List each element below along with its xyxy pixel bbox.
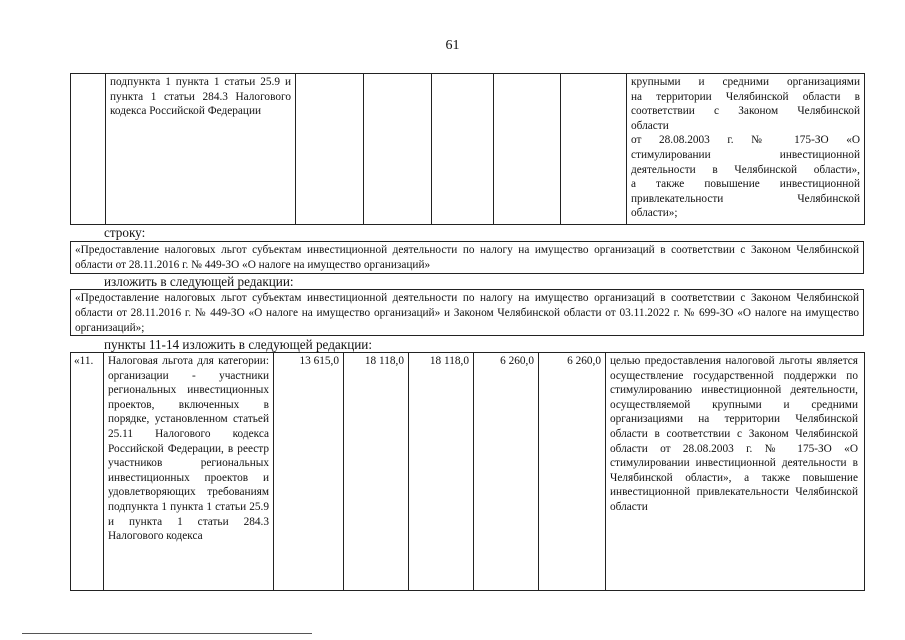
item-goal: целью предоставления налоговой льготы является осуществление государственной поддержки по стимулированию инвестиционной деятельности, осуществляемой крупными и средними организациями на территории Челябинской области в соответствии с Законом Челябинской области от 28.08.2003 г. № 175-ЗО «О стимулировании инвестиционной деятельности в Челябинской области», а также повышение инвестиционной привлекательности Челябинской области	[610, 355, 858, 513]
item-value: 18 118,0	[429, 355, 469, 367]
item-goal-cell	[606, 353, 865, 591]
top-basis-text: подпункта 1 пункта 1 статьи 25.9 и пункта 1 статьи 284.3 Налогового кодекса Российской Федерации	[110, 76, 291, 118]
goal-line: крупными и средними организациями	[631, 76, 860, 88]
goal-line: соответствии с Законом Челябинской	[631, 105, 860, 118]
goal-line: деятельности в Челябинской области»,	[631, 163, 860, 176]
item-description: Налоговая льгота для категории: организации - участники региональных инвестиционных проектов, включенных в порядке, установленном статьей 25.11 Налогового кодекса Российской Федерации, в реестр участников региональных инвестиционных проектов и удовлетворяющих требованиям подпункта 1 пункта 1 статьи 25.9 и пункта 1 статьи 284.3 Налогового кодекса	[108, 355, 269, 543]
item-value-cell-4	[474, 353, 539, 591]
item-value-cell-3	[409, 353, 474, 591]
top-number-cell	[71, 74, 106, 225]
top-value-cell-2	[364, 74, 432, 225]
goal-line: на территории Челябинской области в	[631, 90, 860, 103]
instruction-items-label: пункты 11-14 изложить в следующей редакции:	[104, 337, 373, 352]
item-value-cell-5	[539, 353, 606, 591]
old-row-box	[70, 241, 864, 274]
item-value-cell-2	[344, 353, 409, 591]
top-value-cell-1	[296, 74, 364, 225]
top-value-cell-5	[561, 74, 627, 225]
top-value-cell-3	[432, 74, 494, 225]
item-number-cell	[71, 353, 104, 591]
new-row-text: «Предоставление налоговых льгот субъектам инвестиционной деятельности по налогу на имущество организаций в соответствии с Законом Челябинской области от 28.11.2016 г. № 449-ЗО «О налоге на имущество организаций» и Законом Челябинской области от 03.11.2022 г. № 699-ЗО «О налоге на имущество организаций»;	[75, 292, 859, 335]
old-row-text: «Предоставление налоговых льгот субъектам инвестиционной деятельности по налогу на имущество организаций в соответствии с Законом Челябинской области от 28.11.2016 г. № 449-ЗО «О налоге на имущество организаций»	[75, 244, 859, 272]
top-table	[70, 73, 865, 225]
item-table	[70, 352, 865, 591]
goal-line: области»;	[631, 207, 678, 220]
top-value-cell-4	[494, 74, 561, 225]
item-value: 13 615,0	[299, 355, 339, 367]
goal-line: а также повышение инвестиционной	[631, 178, 860, 191]
item-description-cell	[104, 353, 274, 591]
item-value: 6 260,0	[567, 355, 601, 367]
item-number: «11.	[74, 355, 94, 367]
goal-line: области	[631, 119, 669, 132]
goal-line: стимулировании инвестиционной	[631, 148, 860, 161]
top-goal-text	[627, 74, 864, 221]
top-basis-cell	[106, 74, 296, 225]
item-value-cell-1	[274, 353, 344, 591]
item-value: 18 118,0	[364, 355, 404, 367]
top-goal-cell	[627, 74, 865, 225]
goal-line: привлекательности Челябинской	[631, 192, 860, 205]
goal-line: от 28.08.2003 г. № 175-ЗО «О	[631, 134, 860, 147]
item-value: 6 260,0	[500, 355, 534, 367]
new-row-box	[70, 289, 864, 336]
scan-edge-line	[22, 633, 312, 634]
instruction-replace-label: изложить в следующей редакции:	[104, 274, 294, 289]
instruction-row-label: строку:	[104, 225, 146, 240]
page-number: 61	[445, 38, 460, 53]
